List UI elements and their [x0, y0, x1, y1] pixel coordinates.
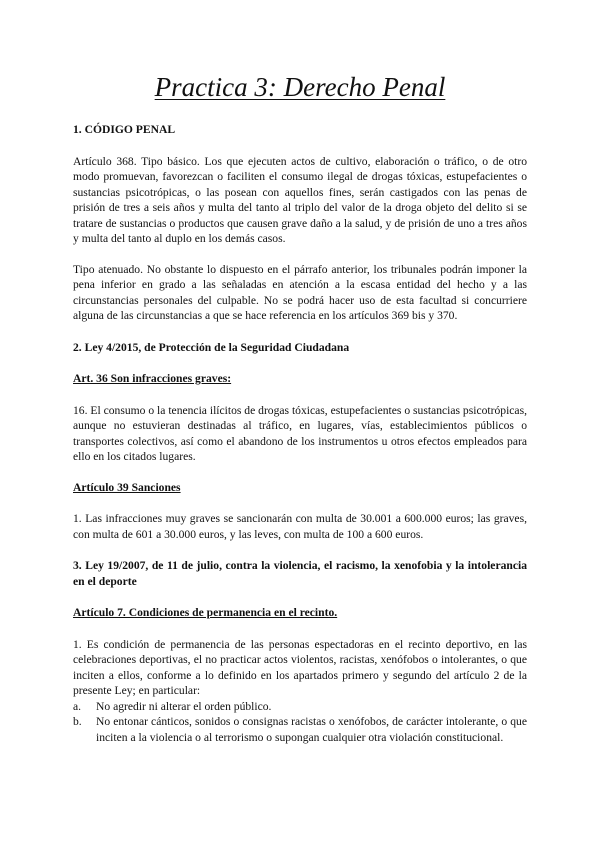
paragraph-tipo-atenuado: Tipo atenuado. No obstante lo dispuesto en el párrafo anterior, los tribunales podrán imponer la pena inferior en grado a las señaladas en atención a la escasa entidad del hecho y a las circunstancias personales del culpable. No se podrá hacer uso de esta facultad si concurriere alguna de las circunstancias a que se hace referencia en los artículos 369 bis y 370.	[73, 262, 527, 322]
section-heading-ley-4-2015: 2. Ley 4/2015, de Protección de la Seguridad Ciudadana	[73, 340, 350, 354]
paragraph-infraccion-16: 16. El consumo o la tenencia ilícitos de drogas tóxicas, estupefacientes o sustancias psicotrópicas, aunque no estuvieran destinadas al tráfico, en lugares, vías, establecimientos públicos o transportes colectivos, así como el abandono de los instrumentos u otros efectos empleados para ello en los citados lugares.	[73, 403, 527, 463]
paragraph-sanciones: 1. Las infracciones muy graves se sancionarán con multa de 30.001 a 600.000 euros; las graves, con multa de 601 a 30.000 euros, y las leves, con multa de 100 a 600 euros.	[73, 512, 527, 541]
page-title: Practica 3: Derecho Penal	[154, 72, 446, 102]
document-body	[73, 122, 527, 745]
paragraph-articulo-368: Artículo 368. Tipo básico. Los que ejecuten actos de cultivo, elaboración o tráfico, o de otro modo promuevan, favorezcan o faciliten el consumo ilegal de drogas tóxicas, estupefacientes o sustancias psicotrópicas, o las posean con aquellos fines, serán castigados con las penas de prisión de tres a seis años y multa del tanto al triplo del valor de la droga objeto del delito si se tratare de sustancias o productos que causen grave daño a la salud, y de prisión de uno a tres años y multa del tanto al duplo en los demás casos.	[73, 154, 527, 245]
list-item-text: No agredir ni alterar el orden público.	[96, 699, 272, 713]
paragraph-condicion-permanencia: 1. Es condición de permanencia de las personas espectadoras en el recinto deportivo, en las celebraciones deportivas, el no practicar actos violentos, racistas, xenófobos o intolerantes, o que inciten a ellos, conforme a lo definido en los apartados primero y segundo del artículo 2 de la presente Ley; en particular:	[73, 637, 527, 697]
subheading-articulo-39: Artículo 39 Sanciones	[73, 480, 181, 494]
list-marker: a.	[73, 699, 82, 713]
section-heading-ley-19-2007: 3. Ley 19/2007, de 11 de julio, contra la violencia, el racismo, la xenofobia y la intolerancia en el deporte	[73, 559, 527, 588]
list-item	[73, 714, 527, 745]
list-marker: b.	[73, 715, 82, 728]
section-heading-codigo-penal: 1. CÓDIGO PENAL	[73, 123, 176, 136]
subheading-art-36: Art. 36 Son infracciones graves:	[73, 372, 232, 385]
list-item	[73, 699, 527, 715]
list-item-text: No entonar cánticos, sonidos o consignas racistas o xenófobos, de carácter intolerante, o que inciten a la violencia o al terrorismo o supongan cualquier otra violación constitucional.	[96, 715, 527, 744]
subheading-articulo-7: Artículo 7. Condiciones de permanencia en el recinto.	[73, 606, 338, 619]
